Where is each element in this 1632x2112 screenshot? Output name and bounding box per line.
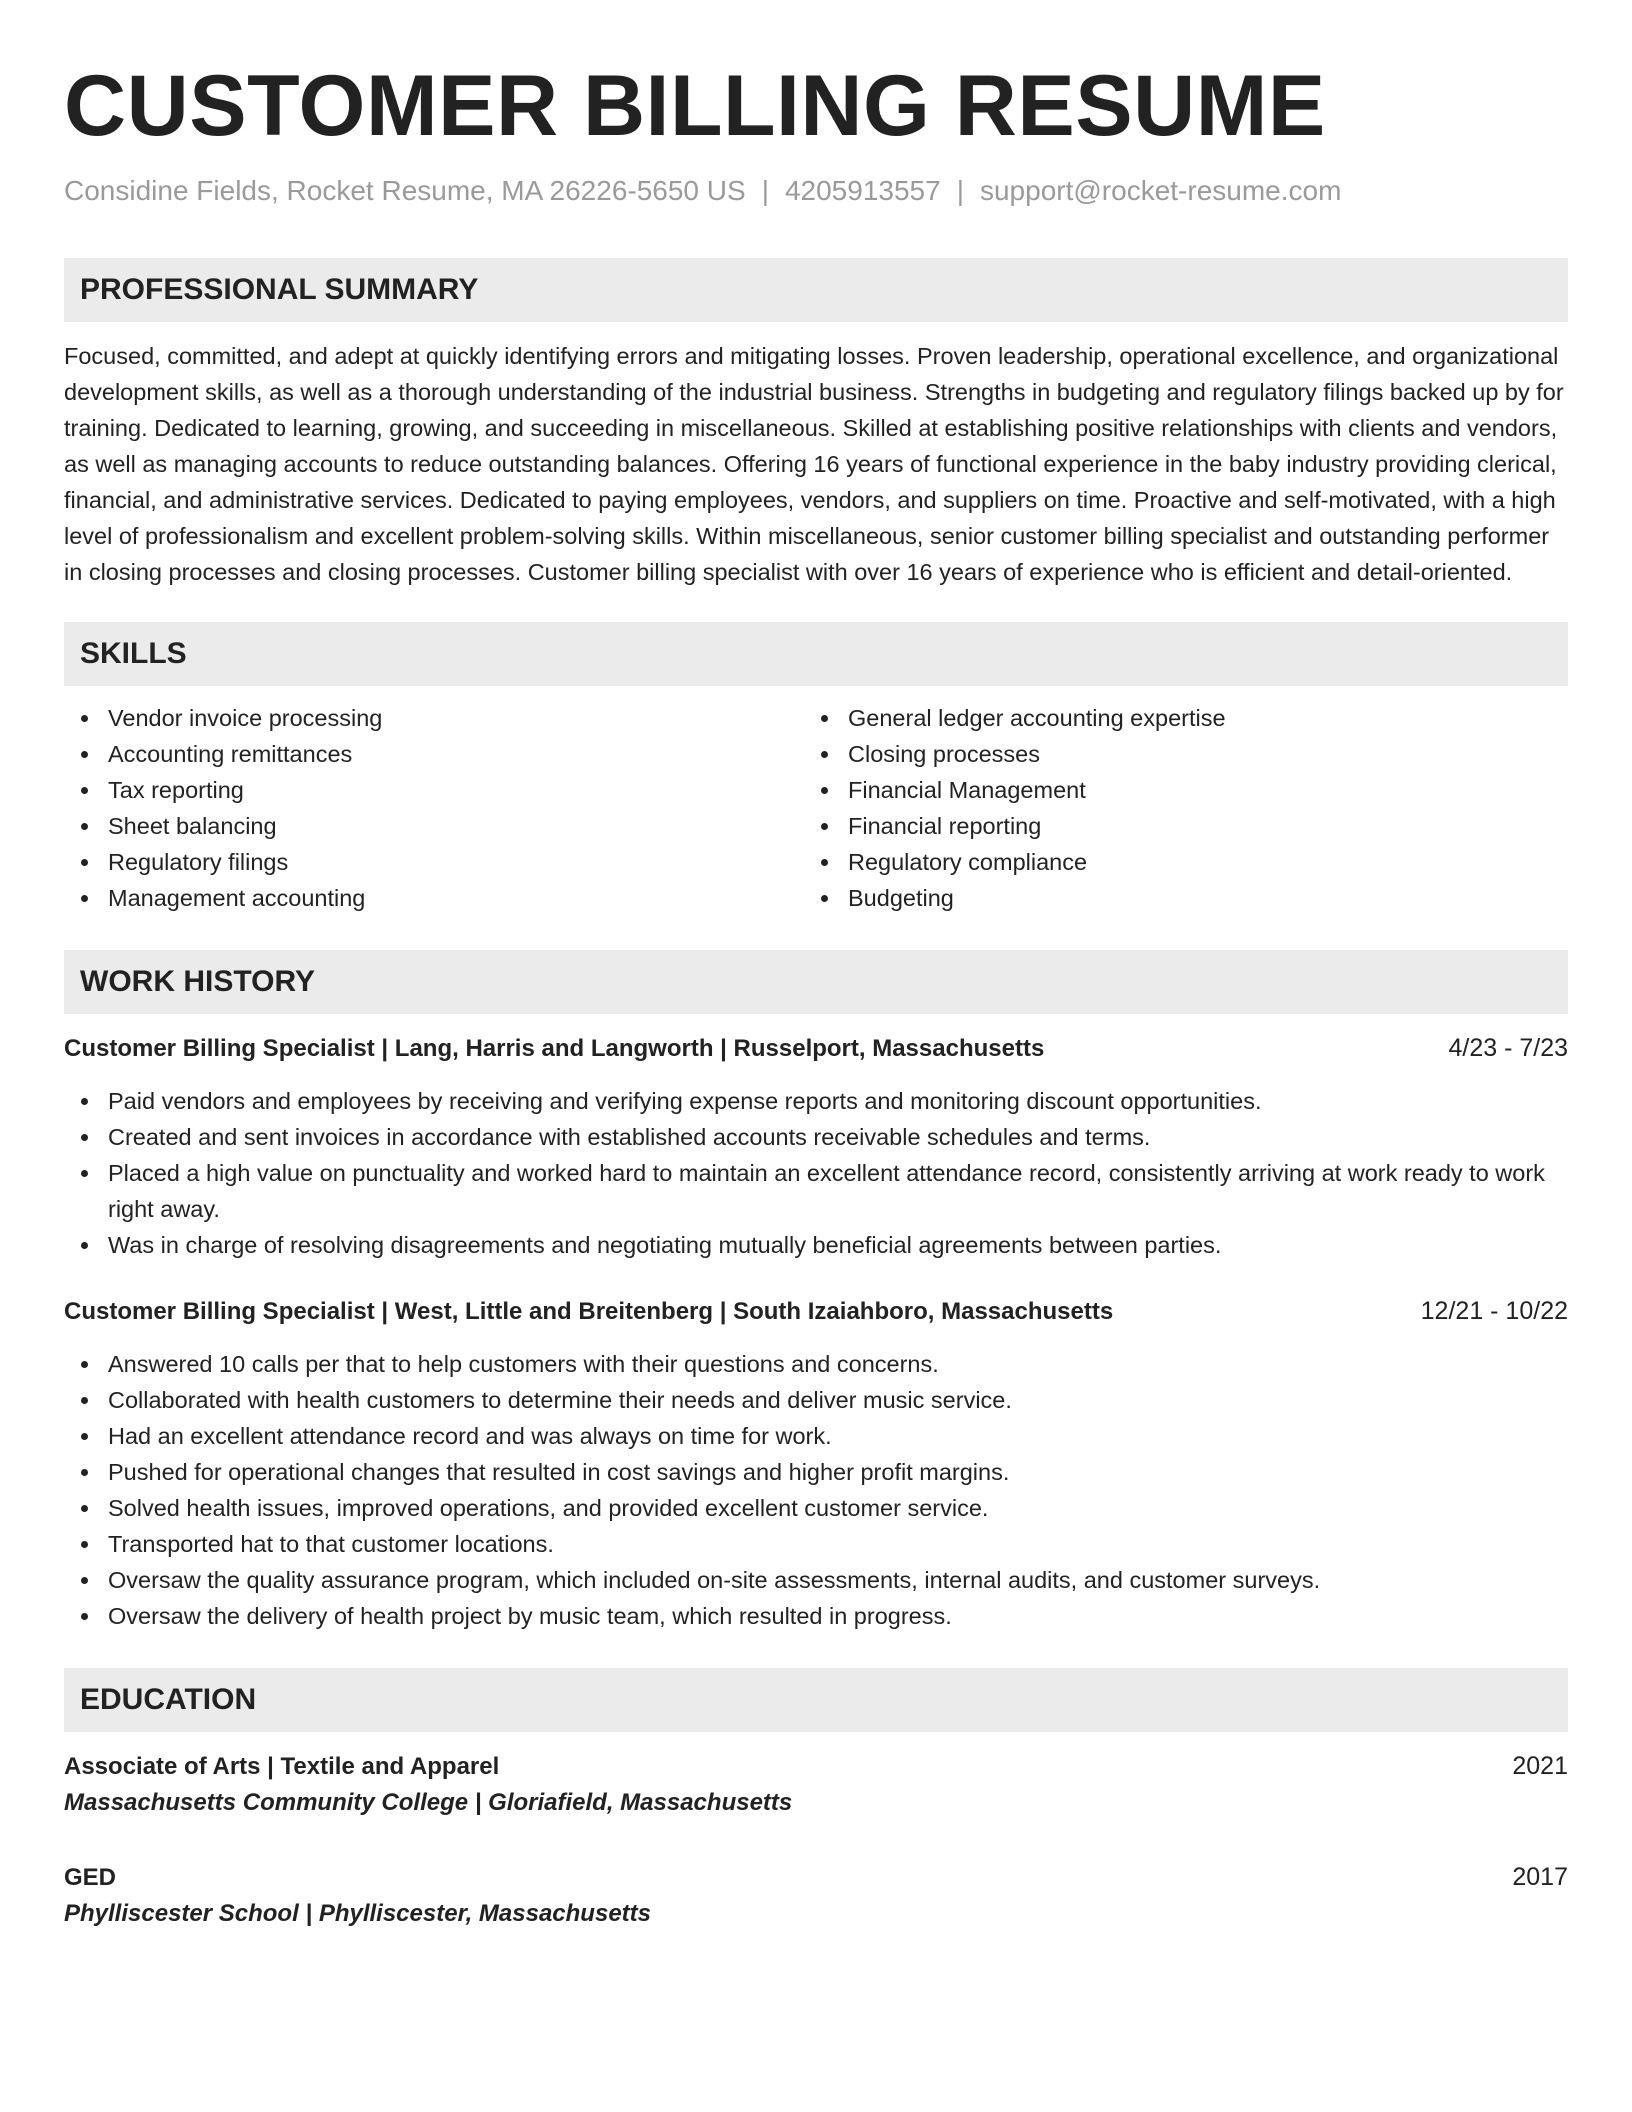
job-bullet: Answered 10 calls per that to help customers with their questions and concerns. [64, 1346, 1568, 1382]
skill-item: Financial Management [804, 772, 1544, 808]
summary-heading: PROFESSIONAL SUMMARY [64, 258, 1568, 322]
contact-address: Considine Fields, Rocket Resume, MA 26226-5650 US [64, 175, 746, 206]
job-bullets [64, 1346, 1568, 1634]
education-school: Phylliscester School | Phylliscester, Massachusetts [64, 1900, 651, 1927]
skill-item: Accounting remittances [64, 736, 804, 772]
skill-item: Regulatory filings [64, 844, 804, 880]
job-entry [64, 1030, 1568, 1263]
education-entry [64, 1748, 1568, 1821]
contact-phone: 4205913557 [784, 175, 941, 206]
skill-item: Sheet balancing [64, 808, 804, 844]
contact-separator: | [761, 175, 769, 206]
education-header [64, 1859, 1568, 1896]
skills-left-column [64, 700, 804, 916]
job-title: Customer Billing Specialist | Lang, Harris and Langworth | Russelport, Massachusetts [64, 1035, 1045, 1062]
job-title: Customer Billing Specialist | West, Little and Breitenberg | South Izaiahboro, Massachusetts [64, 1298, 1114, 1325]
contact-separator: | [956, 175, 964, 206]
skills-right-column [804, 700, 1544, 916]
contact-email: support@rocket-resume.com [979, 175, 1342, 206]
job-bullet: Placed a high value on punctuality and worked hard to maintain an excellent attendance record, consistently arriving at work ready to work right away. [64, 1155, 1568, 1227]
skill-item: Regulatory compliance [804, 844, 1544, 880]
skill-item: Management accounting [64, 880, 804, 916]
summary-text: Focused, committed, and adept at quickly identifying errors and mitigating losses. Proven leadership, operational excellence, and organizational development skills, as well as a thorough understanding of the industrial business. Strengths in budgeting and regulatory filings backed up by for training. Dedicated to learning, growing, and succeeding in miscellaneous. Skilled at establishing positive relationships with clients and vendors, as well as managing accounts to reduce outstanding balances. Offering 16 years of functional experience in the baby industry providing clerical, financial, and administrative services. Dedicated to paying employees, vendors, and suppliers on time. Proactive and self-motivated, with a high level of professionalism and excellent problem-solving skills. Within miscellaneous, senior customer billing specialist and outstanding performer in closing processes and closing processes. Customer billing specialist with over 16 years of experience who is efficient and detail-oriented. [64, 343, 1564, 585]
job-entry [64, 1293, 1568, 1634]
skill-item: General ledger accounting expertise [804, 700, 1544, 736]
job-bullet: Pushed for operational changes that resulted in cost savings and higher profit margins. [64, 1454, 1568, 1490]
job-dates: 12/21 - 10/22 [1420, 1297, 1568, 1325]
job-bullet: Collaborated with health customers to determine their needs and deliver music service. [64, 1382, 1568, 1418]
page-title: CUSTOMER BILLING RESUME [64, 58, 1326, 154]
education-degree: GED [64, 1864, 117, 1891]
skill-item: Financial reporting [804, 808, 1544, 844]
job-bullet: Transported hat to that customer locations. [64, 1526, 1568, 1562]
skill-item: Closing processes [804, 736, 1544, 772]
job-bullet: Was in charge of resolving disagreements and negotiating mutually beneficial agreements between parties. [64, 1227, 1568, 1263]
job-bullet: Had an excellent attendance record and was always on time for work. [64, 1418, 1568, 1454]
job-dates: 4/23 - 7/23 [1448, 1034, 1568, 1062]
education-year: 2021 [1512, 1752, 1568, 1780]
skill-item: Vendor invoice processing [64, 700, 804, 736]
job-bullet: Paid vendors and employees by receiving and verifying expense reports and monitoring discount opportunities. [64, 1083, 1568, 1119]
job-bullet: Oversaw the quality assurance program, which included on-site assessments, internal audits, and customer surveys. [64, 1562, 1568, 1598]
job-header [64, 1293, 1568, 1330]
education-header [64, 1748, 1568, 1785]
skills-heading: SKILLS [64, 622, 1568, 686]
job-header [64, 1030, 1568, 1067]
skill-item: Budgeting [804, 880, 1544, 916]
education-degree: Associate of Arts | Textile and Apparel [64, 1753, 500, 1780]
education-school: Massachusetts Community College | Gloriafield, Massachusetts [64, 1789, 793, 1816]
work-history-heading: WORK HISTORY [64, 950, 1568, 1014]
job-bullet: Oversaw the delivery of health project by music team, which resulted in progress. [64, 1598, 1568, 1634]
skills-grid [64, 700, 1568, 916]
contact-line [64, 174, 1568, 208]
education-year: 2017 [1512, 1863, 1568, 1891]
job-bullet: Created and sent invoices in accordance with established accounts receivable schedules and terms. [64, 1119, 1568, 1155]
education-heading: EDUCATION [64, 1668, 1568, 1732]
skill-item: Tax reporting [64, 772, 804, 808]
job-bullets [64, 1083, 1568, 1263]
job-bullet: Solved health issues, improved operations, and provided excellent customer service. [64, 1490, 1568, 1526]
education-entry [64, 1859, 1568, 1932]
